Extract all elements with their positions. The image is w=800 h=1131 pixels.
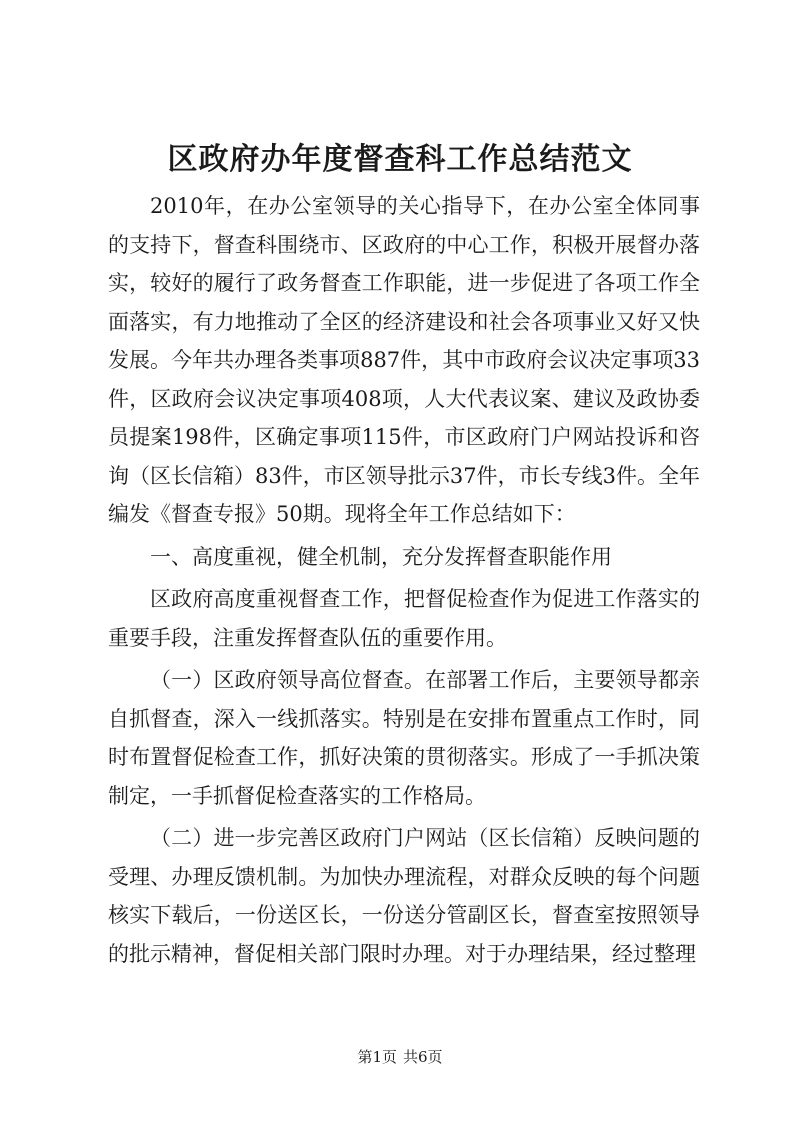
page-footer (0, 1047, 800, 1067)
paragraph-item-2: （二）进一步完善区政府门户网站（区长信箱）反映问题的受理、办理反馈机制。为加快办理流程，对群众反映的每个问题核实下载后，一份送区长，一份送分管副区长，督查室按照领导的批示精神，督促相关部门限时办理。对于办理结果，经过整理 (108, 826, 700, 966)
paragraph-section-1: 区政府高度重视督查工作，把督促检查作为促进工作落实的重要手段，注重发挥督查队伍的重要作用。 (108, 587, 700, 650)
document-title: 区政府办年度督查科工作总结范文 (167, 142, 633, 177)
document-body (108, 187, 700, 973)
section-heading-1: 一、高度重视，健全机制，充分发挥督查职能作用 (150, 544, 612, 569)
paragraph-intro: 2010年，在办公室领导的关心指导下，在办公室全体同事的支持下，督查科围绕市、区政府的中心工作，积极开展督办落实，较好的履行了政务督查工作职能，进一步促进了各项工作全面落实，有力地推动了全区的经济建设和社会各项事业又好又快发展。今年共办理各类事项887件，其中市政府会议决定事项33件，区政府会议决定事项408项，人大代表议案、建议及政协委员提案198件，区确定事项115件，市区政府门户网站投诉和咨询（区长信箱）83件，市区领导批示37件，市长专线3件。全年编发《督查专报》50期。现将全年工作总结如下： (108, 194, 700, 526)
page-total: 共6页 (403, 1048, 443, 1066)
paragraph-item-1: （一）区政府领导高位督查。在部署工作后，主要领导都亲自抓督查，深入一线抓落实。特别是在安排布置重点工作时，同时布置督促检查工作，抓好决策的贯彻落实。形成了一手抓决策制定，一手抓督促检查落实的工作格局。 (108, 668, 700, 808)
page-number: 第1页 (357, 1048, 397, 1066)
